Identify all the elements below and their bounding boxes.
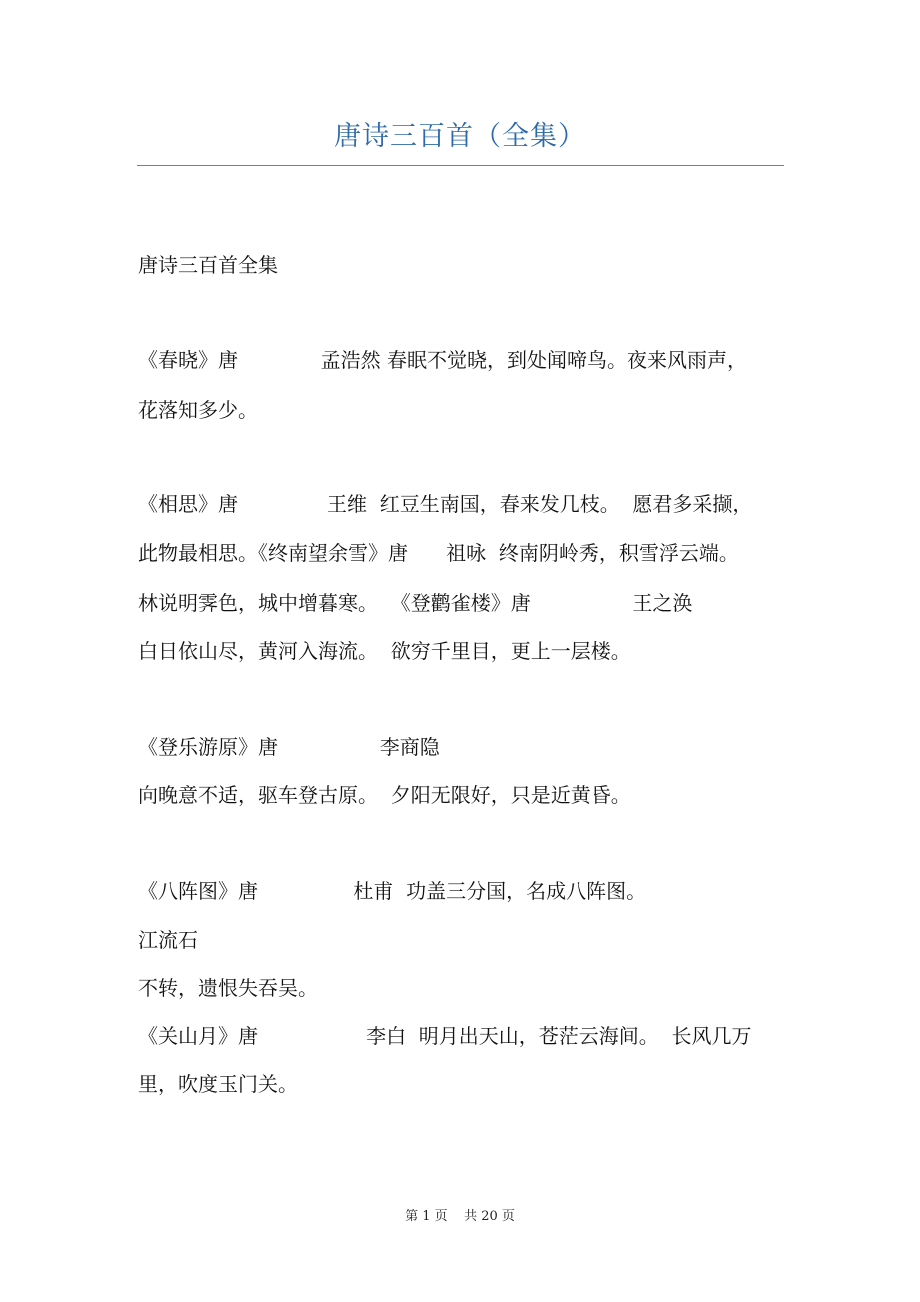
body-line: 《关山月》唐 李白 明月出天山，苍茫云海间。 长风几万 [138,1024,752,1048]
body-line: 此物最相思。《终南望余雪》唐 祖咏 终南阴岭秀，积雪浮云端。 [138,541,739,565]
body-line: 《八阵图》唐 杜甫 功盖三分国，名成八阵图。 [138,879,647,903]
body-line: 《春晓》唐 孟浩然 春眠不觉晓，到处闻啼鸟。夜来风雨声， [138,348,748,372]
body-line: 花落知多少。 [138,398,258,422]
body-line: 不转，遗恨失吞吴。 [138,976,318,1000]
body-line: 《登乐游原》唐 李商隐 [138,735,440,759]
body-line: 向晚意不适，驱车登古原。 夕阳无限好，只是近黄昏。 [138,783,631,807]
body-line: 白日依山尽，黄河入海流。 欲穷千里目，更上一层楼。 [138,639,631,663]
body-line: 《相思》唐 王维 红豆生南国，春来发几枝。 愿君多采撷， [138,492,753,516]
document-title: 唐诗三百首（全集） [334,121,586,152]
page-number: 第 1 页 共 20 页 [405,1209,515,1224]
body-line: 里，吹度玉门关。 [138,1072,298,1096]
body-line-heading: 唐诗三百首全集 [138,253,278,277]
body-line: 江流石 [138,928,198,952]
title-divider [137,165,784,166]
body-line: 林说明霁色，城中增暮寒。 《登鹳雀楼》唐 王之涣 [138,591,693,615]
